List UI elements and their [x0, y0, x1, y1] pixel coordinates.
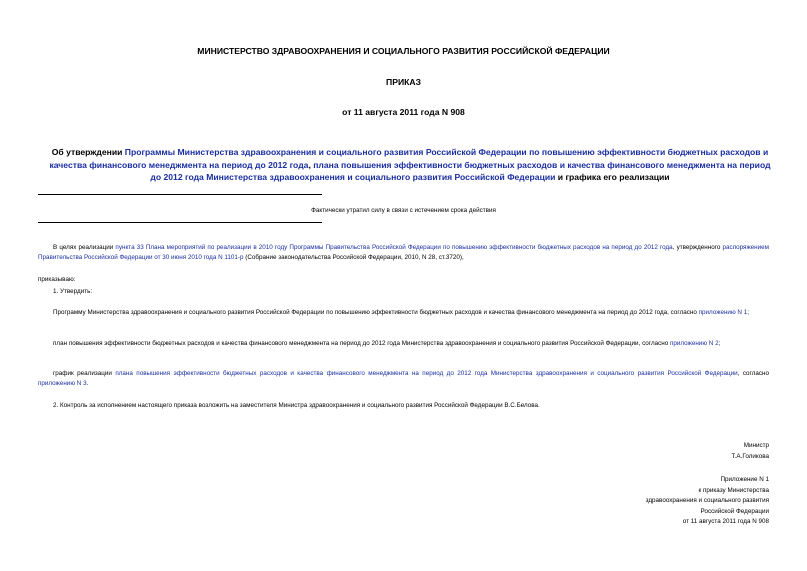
- appendix-1-link[interactable]: приложению N 1: [698, 309, 748, 316]
- title-program-link[interactable]: Программы Министерства здравоохранения и социального развития Российской Федерации по повышению эффективности бюджетных расходов и качества финансового менеджмента на период до 2012 года: [49, 147, 769, 170]
- plan-text: план повышения эффективности бюджетных расходов и качества финансового менеджмента на период до 2012 года Министерства здравоохранения и социального развития Российской Федерации, согласно: [53, 340, 670, 347]
- item-2: 2. Контроль за исполнением настоящего приказа возложить на заместителя Министра здравоохранения и социального развития Российской Федерации В.С.Белова.: [53, 402, 540, 409]
- date-number-heading: от 11 августа 2011 года N 908: [342, 107, 465, 117]
- divider-bottom: [38, 222, 322, 223]
- title-prefix: Об утверждении: [51, 147, 125, 157]
- title-plan-link[interactable]: плана повышения эффективности бюджетных расходов и качества финансового менеджмента на период до 2012 года Министерства здравоохранения и социального развития Российской Федерации: [150, 159, 771, 182]
- doc-type-heading: ПРИКАЗ: [386, 77, 421, 87]
- program-text: Программу Министерства здравоохранения и социального развития Российской Федерации по повышению эффективности бюджетных расходов и качества финансового менеджмента на период до 2012 года, согласно: [53, 309, 699, 316]
- appendix-line-4: Российской Федерации: [700, 507, 769, 515]
- title-suffix: и графика его реализации: [555, 172, 670, 182]
- appendix-line-5: от 11 августа 2011 года N 908: [682, 518, 769, 526]
- signature-block: [732, 441, 770, 462]
- schedule-plan-link[interactable]: плана повышения эффективности бюджетных расходов и качества финансового менеджмента на период до 2012 года Министерства здравоохранения и социального развития Российской Федерации: [115, 370, 738, 377]
- schedule-text: график реализации: [53, 370, 116, 377]
- intro-paragraph: [38, 243, 769, 264]
- appendix-2-link[interactable]: приложению N 2: [670, 340, 719, 347]
- document-title: [48, 146, 772, 184]
- intro-mid: , утвержденного: [672, 244, 723, 251]
- plan-paragraph: [38, 339, 769, 349]
- appendix-line-2: к приказу Министерства: [698, 486, 769, 494]
- intro-start: В целях реализации: [53, 244, 116, 251]
- signature-name: Т.А.Голикова: [731, 452, 769, 460]
- signature-position: Министр: [743, 442, 769, 449]
- appendix-line-3: здравоохранения и социального развития: [645, 497, 769, 505]
- intro-decree-link[interactable]: распоряжением Правительства Российской Федерации от 30 июня 2010 года N 1101-р: [38, 244, 769, 262]
- schedule-mid: , согласно: [737, 370, 770, 377]
- title-middle: ,: [308, 159, 314, 170]
- program-end: ;: [747, 309, 749, 316]
- item-1: 1. Утвердить:: [53, 288, 93, 295]
- schedule-end: .: [86, 380, 89, 388]
- appendix-line-1: Приложение N 1: [720, 476, 769, 483]
- order-word: приказываю:: [38, 276, 76, 283]
- schedule-paragraph: [38, 369, 769, 390]
- program-paragraph: [38, 308, 769, 318]
- appendix-block: [646, 475, 769, 528]
- status-note: Фактически утратил силу в связи с истечением срока действия: [311, 207, 496, 214]
- divider-top: [38, 194, 322, 195]
- intro-end: (Собрание законодательства Российской Федерации, 2010, N 28, ст.3720),: [243, 254, 464, 262]
- intro-plan-link[interactable]: пункта 33 Плана мероприятий по реализации в 2010 году Программы Правительства Российской Федерации по повышению эффективности бюджетных расходов на период до 2012 года: [115, 244, 673, 251]
- appendix-3-link[interactable]: приложению N 3: [38, 380, 87, 388]
- ministry-heading: МИНИСТЕРСТВО ЗДРАВООХРАНЕНИЯ И СОЦИАЛЬНОГО РАЗВИТИЯ РОССИЙСКОЙ ФЕДЕРАЦИИ: [197, 46, 610, 56]
- plan-end: ;: [718, 340, 721, 347]
